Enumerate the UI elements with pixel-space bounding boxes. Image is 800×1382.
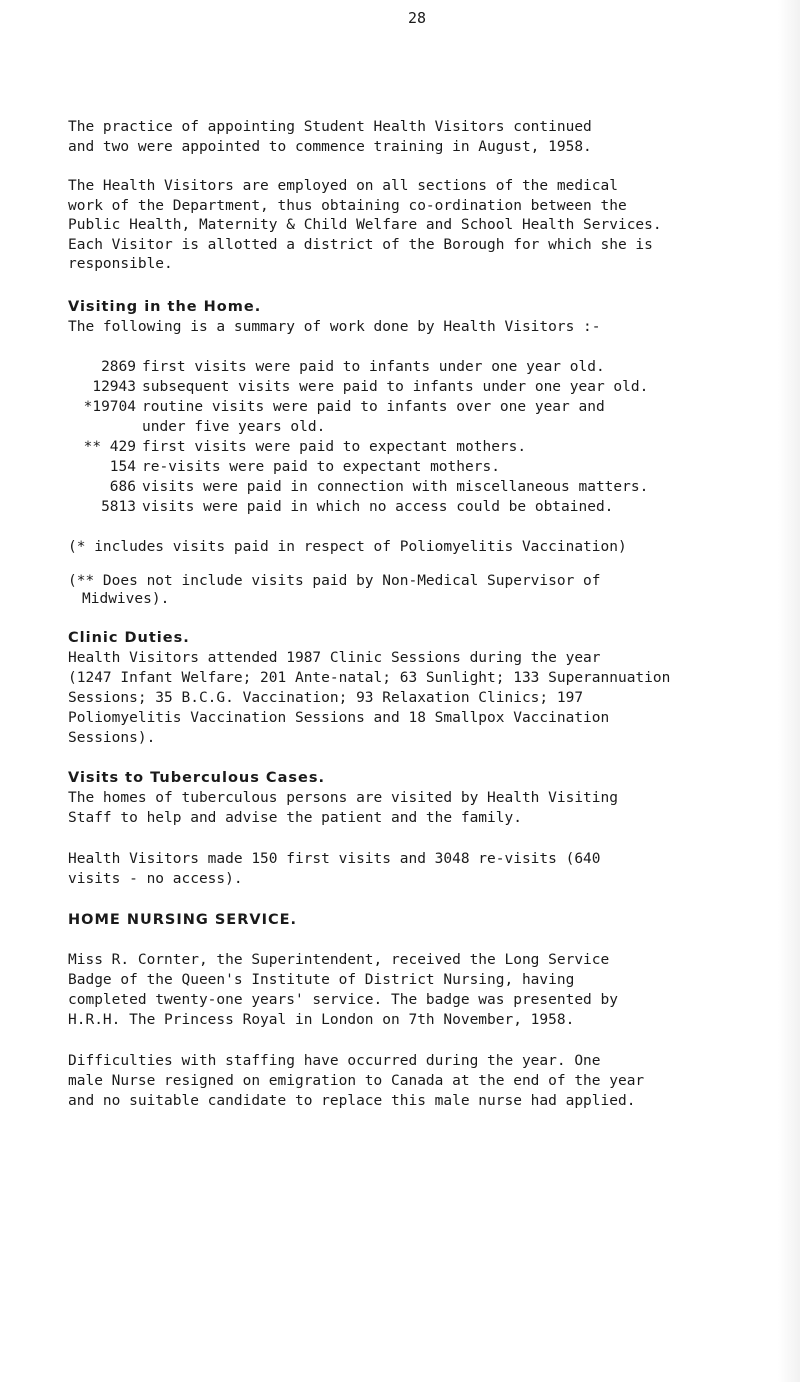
visit-entry: 686 visits were paid in connection with miscellaneous matters. <box>109 479 649 495</box>
visiting-intro: The following is a summary of work done by Health Visitors :- <box>68 319 601 335</box>
paragraph-tuberculous-visits: Health Visitors made 150 first visits and 3048 re-visits (640 visits - no access). <box>68 851 601 887</box>
heading-visiting-in-home: Visiting in the Home. <box>68 299 262 315</box>
paragraph-health-visitors-duties: The Health Visitors are employed on all sections of the medical work of the Department, thus obtaining co-ordination between the Public Health, Maternity & Child Welfare and School Health Services. Each Visitor is allotted a district of the Borough for which she is responsible. <box>68 178 662 272</box>
paragraph-tuberculous-homes: The homes of tuberculous persons are visited by Health Visiting Staff to help and advise the patient and the family. <box>68 790 618 826</box>
footnote-poliomyelitis: (* includes visits paid in respect of Poliomyelitis Vaccination) <box>68 539 627 555</box>
footnote-midwives: (** Does not include visits paid by Non-Medical Supervisor of <box>68 573 601 589</box>
heading-home-nursing: HOME NURSING SERVICE. <box>68 912 298 928</box>
heading-clinic-duties: Clinic Duties. <box>68 630 190 646</box>
visit-entry: *19704 routine visits were paid to infants over one year and <box>83 399 605 415</box>
visit-entry: 2869 first visits were paid to infants under one year old. <box>101 359 605 375</box>
visit-entry-continuation: under five years old. <box>142 419 326 435</box>
heading-visits-tuberculous: Visits to Tuberculous Cases. <box>68 770 325 786</box>
visit-entry: 154 re-visits were paid to expectant mothers. <box>109 459 500 475</box>
paragraph-student-health-visitors: The practice of appointing Student Health Visitors continued and two were appointed to commence training in August, 1958. <box>68 119 592 155</box>
footnote-midwives-continuation: Midwives). <box>82 591 170 607</box>
visit-entry: ** 429 first visits were paid to expectant mothers. <box>83 439 527 455</box>
paragraph-long-service-badge: Miss R. Cornter, the Superintendent, received the Long Service Badge of the Queen's Institute of District Nursing, having completed twenty-one years' service. The badge was presented by H.R.H. The Princess Royal in London on 7th November, 1958. <box>68 952 618 1028</box>
paragraph-clinic-duties: Health Visitors attended 1987 Clinic Sessions during the year (1247 Infant Welfare; 201 Ante-natal; 63 Sunlight; 133 Superannuation Sessions; 35 B.C.G. Vaccination; 93 Relaxation Clinics; 197 Poliomyelitis Vaccination Sessions and 18 Smallpox Vaccination Sessions). <box>68 650 671 746</box>
paragraph-staffing-difficulties: Difficulties with staffing have occurred during the year. One male Nurse resigned on emigration to Canada at the end of the year and no suitable candidate to replace this male nurse had applied. <box>68 1053 645 1109</box>
page-number: 28 <box>408 9 427 27</box>
visit-entry: 12943 subsequent visits were paid to infants under one year old. <box>92 379 649 395</box>
visit-entry: 5813 visits were paid in which no access could be obtained. <box>101 499 614 515</box>
